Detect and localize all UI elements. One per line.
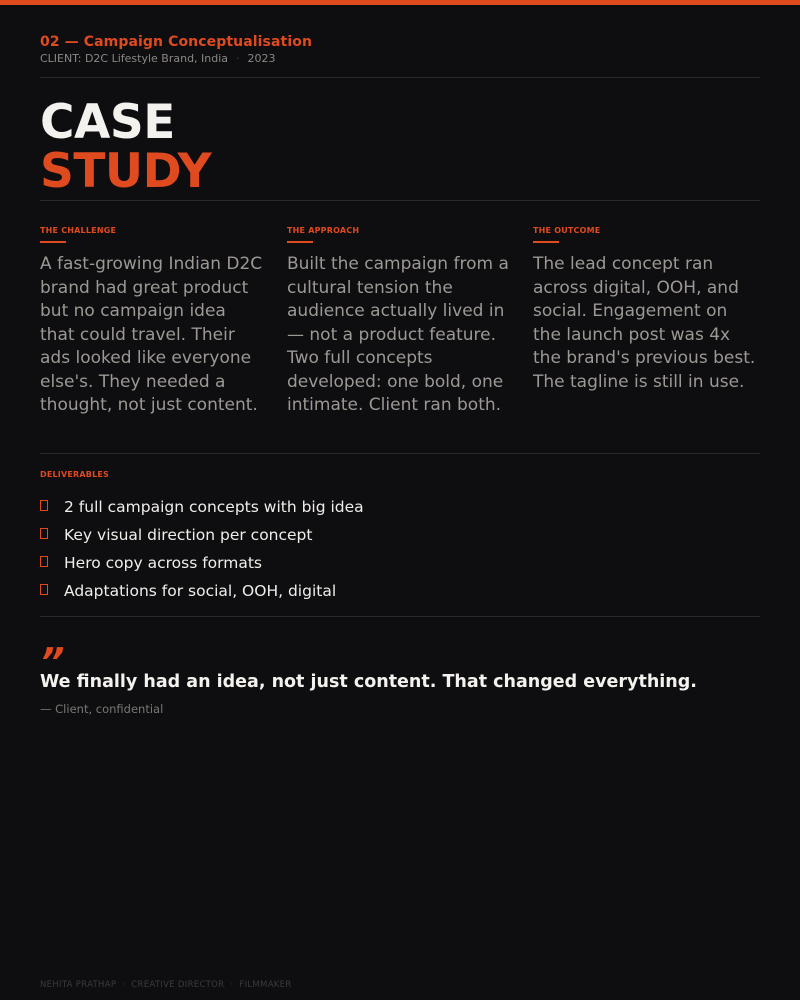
title-line-2: STUDY (40, 144, 212, 199)
deliverable-text: Adaptations for social, OOH, digital (64, 582, 337, 600)
header-divider (40, 77, 760, 78)
footer (40, 980, 292, 990)
challenge-label: THE CHALLENGE (40, 226, 117, 235)
quote-attribution: — Client, confidential (40, 702, 164, 716)
box-icon (40, 556, 48, 567)
footer-separator: · (230, 980, 234, 990)
client-label: CLIENT: D2C Lifestyle Brand, India (40, 52, 229, 65)
meta-line (40, 52, 760, 65)
year-label: 2023 (247, 52, 276, 65)
deliverables-divider (40, 616, 760, 617)
columns-divider (40, 453, 760, 454)
list-item (40, 493, 760, 521)
project-title: 02 — Campaign Conceptualisation (40, 34, 313, 50)
list-item (40, 549, 760, 577)
box-icon (40, 584, 48, 595)
top-accent-bar (0, 0, 800, 5)
deliverable-text: 2 full campaign concepts with big idea (64, 498, 364, 516)
testimonial-quote: We finally had an idea, not just content. That changed everything. (40, 672, 697, 692)
footer-role-2: FILMMAKER (239, 980, 292, 990)
list-item (40, 521, 760, 549)
approach-body: Built the campaign from a cultural tension the audience actually lived in — not a product feature. Two full concepts developed: one bold, one intimate. Client ran both. (287, 254, 509, 415)
approach-column (287, 218, 512, 418)
approach-underline (287, 241, 313, 243)
quote-mark-icon: ” (40, 640, 65, 684)
outcome-label: THE OUTCOME (533, 226, 601, 235)
box-icon (40, 528, 48, 539)
deliverables-list (40, 493, 760, 605)
challenge-column (40, 218, 265, 418)
deliverable-text: Hero copy across formats (64, 554, 262, 572)
deliverable-text: Key visual direction per concept (64, 526, 313, 544)
deliverables-label: DELIVERABLES (40, 470, 110, 479)
footer-name: NEHITA PRATHAP (40, 980, 117, 990)
meta-separator: · (236, 52, 240, 65)
box-icon (40, 500, 48, 511)
page-title (40, 95, 212, 199)
challenge-underline (40, 241, 66, 243)
challenge-body: A fast-growing Indian D2C brand had great product but no campaign idea that could travel. Their ads looked like everyone else's. They needed a thought, not just content. (40, 254, 263, 415)
outcome-body: The lead concept ran across digital, OOH, and social. Engagement on the launch post was 4x the brand's previous best. The tagline is still in use. (533, 254, 756, 392)
deliverables-section (40, 470, 760, 605)
outcome-underline (533, 241, 559, 243)
outcome-column (533, 218, 758, 394)
footer-role: CREATIVE DIRECTOR (131, 980, 225, 990)
list-item (40, 577, 760, 605)
title-line-1: CASE (40, 95, 175, 150)
approach-label: THE APPROACH (287, 226, 360, 235)
title-divider (40, 200, 760, 201)
header (40, 34, 760, 65)
footer-separator: · (122, 980, 126, 990)
